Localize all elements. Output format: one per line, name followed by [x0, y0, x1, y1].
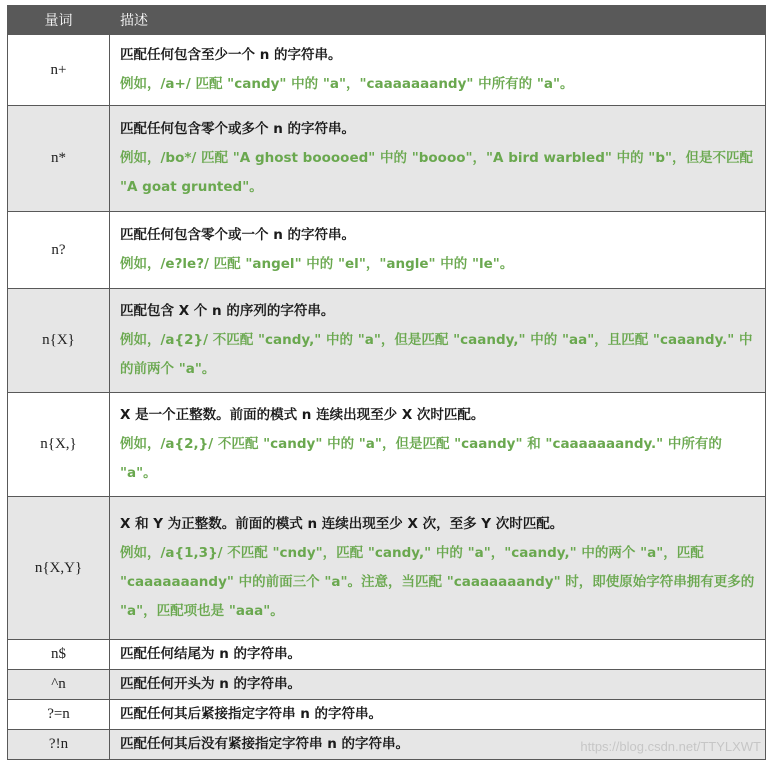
description-cell: [110, 212, 766, 289]
quantifier-cell: ?!n: [8, 730, 110, 760]
quantifier-cell: ^n: [8, 670, 110, 700]
quantifier-cell: n*: [8, 106, 110, 212]
description-text: 匹配包含 X 个 n 的序列的字符串。: [120, 303, 335, 319]
description-text: 匹配任何其后紧接指定字符串 n 的字符串。: [120, 706, 383, 722]
header-description: 描述: [110, 6, 766, 35]
example-text: 例如，/e?le?/ 匹配 "angel" 中的 "el"，"angle" 中的 "le"。: [120, 256, 514, 272]
quantifier-cell: n{X,Y}: [8, 497, 110, 640]
table-row: [8, 106, 766, 212]
quantifier-cell: ?=n: [8, 700, 110, 730]
description-text: X 和 Y 为正整数。前面的模式 n 连续出现至少 X 次，至多 Y 次时匹配。: [120, 516, 564, 532]
description-text: 匹配任何包含零个或多个 n 的字符串。: [120, 121, 356, 137]
description-cell: [110, 700, 766, 730]
description-cell: [110, 35, 766, 106]
example-text: 例如，/a{2,}/ 不匹配 "candy" 中的 "a"，但是匹配 "caandy" 和 "caaaaaaandy." 中所有的 "a"。: [120, 436, 722, 481]
table-row: [8, 700, 766, 730]
description-cell: [110, 670, 766, 700]
example-text: 例如，/a{2}/ 不匹配 "candy," 中的 "a"，但是匹配 "caandy," 中的 "aa"，且匹配 "caaandy." 中的前两个 "a"。: [120, 332, 753, 377]
table-row: [8, 289, 766, 393]
example-text: 例如，/a{1,3}/ 不匹配 "cndy"，匹配 "candy," 中的 "a"，"caandy," 中的两个 "a"，匹配 "caaaaaaandy" 中的前面三个 "a"。注意，当匹配 "caaaaaaandy" 时，即使原始字符串拥有更多的 "a"，匹配项也是 "aaa"。: [120, 545, 755, 619]
table-header: [8, 6, 766, 35]
watermark: https://blog.csdn.net/TTYLXWT: [580, 739, 761, 754]
quantifier-cell: n{X}: [8, 289, 110, 393]
description-text: 匹配任何结尾为 n 的字符串。: [120, 646, 302, 662]
quantifier-cell: n{X,}: [8, 393, 110, 497]
table-row: [8, 393, 766, 497]
description-text: 匹配任何包含至少一个 n 的字符串。: [120, 47, 342, 63]
table-row: [8, 212, 766, 289]
quantifier-cell: n$: [8, 640, 110, 670]
table-row: [8, 35, 766, 106]
description-text: 匹配任何开头为 n 的字符串。: [120, 676, 302, 692]
description-text: 匹配任何包含零个或一个 n 的字符串。: [120, 227, 356, 243]
quantifier-table: [7, 5, 766, 760]
table-row: [8, 497, 766, 640]
example-text: 例如，/a+/ 匹配 "candy" 中的 "a"，"caaaaaaandy" 中所有的 "a"。: [120, 76, 574, 92]
description-cell: [110, 393, 766, 497]
example-text: 例如，/bo*/ 匹配 "A ghost booooed" 中的 "boooo"，"A bird warbled" 中的 "b"，但是不匹配 "A goat grunted"。: [120, 150, 754, 195]
description-text: X 是一个正整数。前面的模式 n 连续出现至少 X 次时匹配。: [120, 407, 485, 423]
table-row: [8, 670, 766, 700]
description-cell: [110, 106, 766, 212]
description-text: 匹配任何其后没有紧接指定字符串 n 的字符串。: [120, 736, 410, 752]
quantifier-cell: n+: [8, 35, 110, 106]
description-cell: [110, 640, 766, 670]
description-cell: [110, 289, 766, 393]
header-quantifier: 量词: [8, 6, 110, 35]
table-row: [8, 640, 766, 670]
quantifier-cell: n?: [8, 212, 110, 289]
description-cell: [110, 497, 766, 640]
